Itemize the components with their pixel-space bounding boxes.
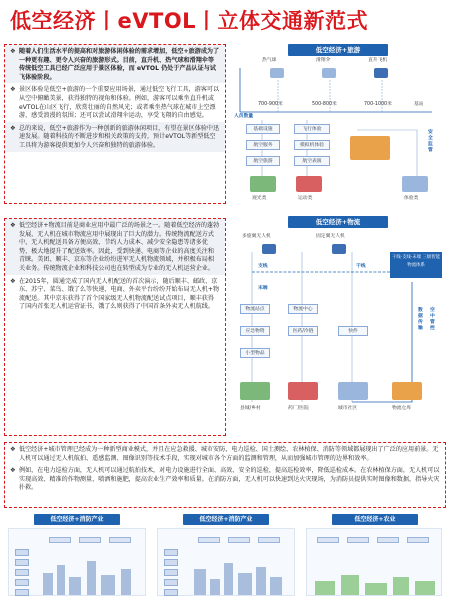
legend-stack	[15, 549, 33, 600]
tourism-paragraph-1-text: 随着人们生活水平的提高和对旅游体闲体验的需求增加，低空+旅游成为了一种更有趣、更令人兴奋的旅游形式。目前，直升机、热气球和滑翔伞等传统低空工具已经广泛应用于景区体验，而 eVTOL 仍处于产品认证与试飞体验阶段。	[19, 48, 220, 81]
paraglider-icon	[322, 68, 336, 78]
logistics-paragraph-2-text: 在2015年，圆通完成了国内无人机配送的首次演示，随后顺丰、邮政、京东、苏宁、菜鸟、饿了么等快递、电商、外卖平台纷纷开始布局无人机+物流配送。其中京东获得了首个国家级无人机物流配送试点项目，顺丰获得了国内首张无人机运营证书，饿了么则获得了中国首条外卖无人机航线。	[19, 277, 220, 311]
multirotor-label: 多旋翼无人机	[242, 234, 271, 239]
building-icon	[256, 567, 266, 595]
bullet-icon: ❖	[10, 446, 16, 453]
field-icon	[315, 581, 335, 595]
station-logistics: 物流站点	[240, 304, 270, 314]
bottom-banner-3: 低空经济+农业	[332, 514, 418, 525]
mini-box	[79, 537, 101, 543]
building-icon	[224, 563, 233, 595]
vehicle-label-3: 直升飞机	[368, 58, 388, 63]
legend-stack	[164, 549, 182, 600]
bottom-label-sports: 运动类	[298, 196, 313, 201]
building-icon	[101, 575, 115, 595]
three-tier-system-box: 干线·支线·末端 三级智能物流体系	[390, 252, 442, 278]
trunk-line-label: 干线	[356, 264, 366, 269]
hot-air-balloon-icon	[270, 68, 284, 78]
bottom-banner-2: 低空经济+消防产业	[183, 514, 269, 525]
tourism-paragraph-1	[5, 45, 225, 83]
agriculture-panel	[302, 512, 446, 598]
mini-box	[258, 537, 280, 543]
bullet-icon: ❖	[10, 277, 16, 285]
fire-scene-1	[8, 528, 146, 596]
building-icon	[57, 565, 65, 595]
altitude-2: 500-800米	[312, 102, 337, 107]
logistics-diagram-banner: 低空经济+物流	[288, 216, 388, 228]
station-emergency: 应急物资	[240, 326, 270, 336]
tourism-diagram	[232, 40, 446, 208]
tourism-paragraph-3	[5, 122, 225, 152]
building-icon	[210, 579, 220, 595]
building-icon	[194, 569, 206, 595]
agriculture-scene	[306, 528, 442, 596]
industry-paragraph-2	[5, 464, 445, 494]
mini-box	[228, 537, 250, 543]
bullet-icon: ❖	[10, 467, 16, 475]
data-transmission-label: 数据传输	[418, 308, 423, 331]
altitude-3: 700-1000米	[364, 102, 392, 107]
mini-box	[109, 537, 131, 543]
scenic-area-icon	[350, 136, 390, 160]
middle-logistics-center: 物流中心	[288, 304, 318, 314]
branch-line-label: 支线	[258, 264, 268, 269]
logistics-diagram	[232, 212, 446, 438]
airspace-control-label: 空中管控	[430, 308, 435, 331]
community-icon	[338, 382, 368, 400]
building-icon	[238, 573, 252, 595]
sightseeing-icon	[250, 176, 276, 192]
bottom-label-community: 城市社区	[338, 406, 358, 411]
sports-icon	[296, 176, 322, 192]
item-aviation-service: 航空服务	[246, 140, 280, 150]
tourism-diagram-banner: 低空经济+旅游	[288, 44, 388, 56]
industry-paragraph-2-text: 例如，在电力巡检方面，无人机可以通过航拍技术，对电力设施进行全面、高效、安全的巡检，提高巡检效率，降低巡检成本。在农林植保方面，无人机可以实现高效、精准的作物测量、喷洒和施肥，提高农业生产效率和质量。在消防方面，无人机可以快速到达火灾现场，为消防员提供实时图像和数据，指导火灾扑救。	[19, 467, 440, 492]
logistics-paragraph-1-text: 低空经济+物流目前是商业应用中最广泛的场景之一。随着低空经济的蓬勃发展，无人机在城市物流应用中展现出了巨大的潜力。传统物流配送方式中，无人机配送具备方便高效、节约人力成本、减少安全隐患等诸多优势，极大地提升了配送效率。因此，受到快递、电商等企业的高度关注和青睐。美团、顺丰、京东等企业纷纷进军无人机物流领域，并积极布局相关业务。传统物流企业和科技公司也在转型成为专业的无人机运营企业。	[19, 222, 220, 272]
middle-medicine-cold-chain: 医药/冷链	[288, 326, 318, 336]
experience-icon	[402, 176, 428, 192]
terminal-label: 末端	[258, 286, 268, 291]
bottom-banner-1: 低空经济+消防产业	[34, 514, 120, 525]
tourism-paragraph-2	[5, 83, 225, 121]
field-icon	[415, 581, 435, 595]
bullet-icon: ❖	[10, 222, 16, 229]
logistics-paragraph-1	[5, 219, 225, 275]
bullet-icon: ❖	[10, 124, 16, 132]
item-simulator-experience: 模拟机体验	[294, 140, 330, 150]
bullet-icon: ❖	[10, 48, 16, 55]
bullet-icon: ❖	[10, 86, 16, 94]
building-icon	[270, 577, 282, 595]
field-icon	[365, 583, 387, 595]
tourism-text-panel	[4, 44, 226, 204]
mini-box	[407, 537, 429, 543]
mini-box	[49, 537, 71, 543]
vehicle-label-1: 热气球	[262, 58, 277, 63]
hospital-icon	[288, 382, 318, 400]
item-air-show: 航空表演	[294, 156, 330, 166]
ground-label: 基站	[414, 102, 424, 107]
mini-box	[377, 537, 399, 543]
bottom-label-warehouse: 物流仓库	[392, 406, 412, 411]
item-flight-experience: 飞行体验	[294, 124, 330, 134]
fixed-wing-label: 固定翼无人机	[316, 234, 345, 239]
middle-express: 快件	[338, 326, 368, 336]
county-village-icon	[240, 382, 270, 400]
bottom-label-experience: 体验类	[404, 196, 419, 201]
multirotor-drone-icon	[262, 244, 276, 254]
helicopter-icon	[374, 68, 388, 78]
industry-paragraph-1	[5, 443, 445, 464]
station-small-items: 小型物品	[240, 348, 270, 358]
fixed-wing-drone-icon	[332, 244, 346, 254]
people-count-axis: 人员数量	[234, 114, 254, 119]
mini-box	[347, 537, 369, 543]
tourism-paragraph-3-text: 总的来说，低空+旅游作为一种创新的旅游休闲项目，有望在景区体验中迅速发展。随着科技的不断进步和相关政策的支持，预计eVTOL等新型低空工具将为游客提供更加令人兴奋和独特的旅游体验。	[19, 124, 220, 149]
industry-text-panel	[4, 442, 446, 508]
warehouse-icon	[392, 382, 422, 400]
safety-supervision-label: 安全监管	[428, 130, 433, 153]
fire-industry-panel-2	[153, 512, 299, 598]
industry-paragraph-1-text: 低空经济+城市管理已经成为一种新型商业模式，并且在应急救援、城市安防、电力巡检、国土测绘、农林植保、消防等领域都展现出了广泛的应用前景。无人机可以通过无人机航拍、遥感监测、图像识别等技术手段，实现对城市各个方面的监测和管理，从而加强城市管理的边界和效率。	[19, 446, 439, 462]
mini-box	[317, 537, 339, 543]
fire-industry-panel-1	[4, 512, 150, 598]
bottom-label-county: 县城/乡村	[240, 406, 261, 411]
field-icon	[393, 577, 409, 595]
fire-scene-2	[157, 528, 295, 596]
building-icon	[43, 573, 53, 595]
mini-box	[198, 537, 220, 543]
item-aviation-tourism: 航空旅游	[246, 156, 280, 166]
building-icon	[69, 577, 81, 595]
building-icon	[87, 561, 96, 595]
page-title: 低空经济丨eVTOL丨立体交通新范式	[10, 9, 369, 33]
building-icon	[121, 569, 131, 595]
bottom-label-hospital: 药厂/医院	[288, 406, 309, 411]
logistics-paragraph-2	[5, 275, 225, 313]
item-infrastructure: 基础设施	[246, 124, 280, 134]
tourism-paragraph-2-text: 景区体验是低空+旅游的一个重要应用场景，通过低空飞行工具，游客可以从空中俯瞰美景，获得独特的视角和体验。例如，游客可以乘坐直升机或eVTOL在山区飞行，欣赏壮丽的自然风光；或者乘坐热气球在城市上空漂游，感受浪漫的氛围；还可以尝试滑翔伞运动，享受飞翔的自由感觉。	[19, 86, 220, 120]
vehicle-label-2: 滑翔伞	[316, 58, 331, 63]
bottom-label-sightseeing: 观光类	[252, 196, 267, 201]
altitude-1: 700-900米	[258, 102, 283, 107]
field-icon	[341, 575, 359, 595]
logistics-text-panel	[4, 218, 226, 436]
